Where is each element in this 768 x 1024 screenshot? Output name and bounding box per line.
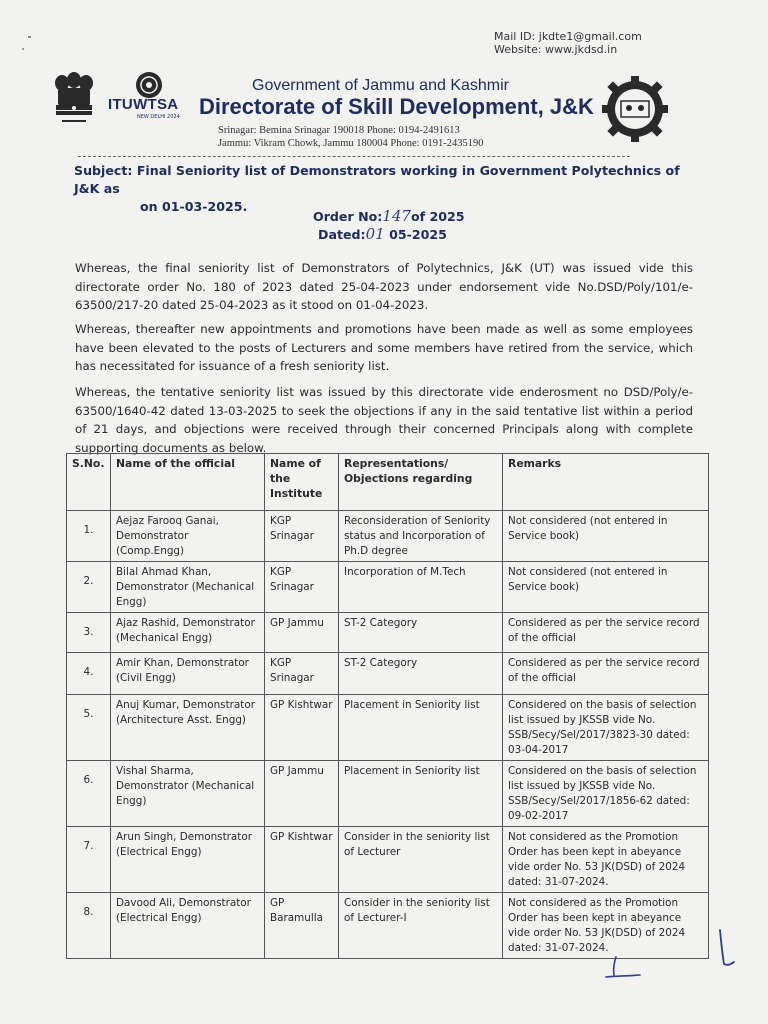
website: Website: www.jkdsd.in: [494, 43, 618, 56]
scan-speck: [22, 48, 24, 50]
cell-remarks: Considered as per the service record of the official: [503, 613, 709, 653]
scan-speck: [28, 36, 31, 38]
cell-sno: 3.: [67, 613, 111, 653]
ituwtsa-label: ITUWTSA: [108, 96, 179, 113]
contact-block: [494, 30, 642, 56]
dated-suffix: 05-2025: [389, 227, 447, 242]
cell-remarks: Not considered as the Promotion Order has been kept in abeyance vide order No. 53 JK(DSD) of 2024 dated: 31-07-2024.: [503, 893, 709, 959]
cell-remarks: Not considered as the Promotion Order has been kept in abeyance vide order No. 53 JK(DSD) of 2024 dated: 31-07-2024.: [503, 827, 709, 893]
order-date: [318, 225, 447, 244]
table-row: [67, 695, 709, 761]
cell-sno: 5.: [67, 695, 111, 761]
cell-institute: GP Kishtwar: [265, 695, 339, 761]
paragraph-1: Whereas, the final seniority list of Demonstrators of Polytechnics, J&K (UT) was issued vide this directorate order No. 180 of 2023 dated 25-04-2023 under endorsement vide No.DSD/Poly/101/e-63500/217-20 dated 25-04-2023 as it stood on 01-04-2023.: [75, 261, 693, 312]
handwritten-initial-mark: [602, 955, 642, 983]
handwritten-tick-mark: [716, 928, 738, 970]
address-srinagar: Srinagar: Bemina Srinagar 190018 Phone: 0194-2491613: [218, 125, 460, 136]
cell-sno: 2.: [67, 562, 111, 613]
cell-official: Aejaz Farooq Ganai, Demonstrator (Comp.Engg): [111, 511, 265, 562]
cell-official: Davood Ali, Demonstrator (Electrical Engg): [111, 893, 265, 959]
cell-sno: 6.: [67, 761, 111, 827]
cell-institute: KGP Srinagar: [265, 653, 339, 695]
cell-remarks: Not considered (not entered in Service book): [503, 511, 709, 562]
header-sno: S.No.: [67, 454, 111, 511]
address-jammu: Jammu: Vikram Chowk, Jammu 180004 Phone: 0191-2435190: [218, 138, 484, 149]
cell-institute: GP Baramulla: [265, 893, 339, 959]
subject-line-2: on 01-03-2025.: [140, 199, 248, 214]
cell-institute: GP Kishtwar: [265, 827, 339, 893]
cell-sno: 4.: [67, 653, 111, 695]
cell-objection: Placement in Seniority list: [339, 695, 503, 761]
table-row: [67, 511, 709, 562]
ituwtsa-sublabel: NEW DELHI 2024: [137, 114, 180, 120]
cell-objection: ST-2 Category: [339, 653, 503, 695]
cell-official: Ajaz Rashid, Demonstrator (Mechanical Engg): [111, 613, 265, 653]
government-title: Government of Jammu and Kashmir: [252, 77, 509, 94]
cell-sno: 8.: [67, 893, 111, 959]
directorate-title: Directorate of Skill Development, J&K: [199, 94, 594, 119]
cell-sno: 1.: [67, 511, 111, 562]
cell-official: Bilal Ahmad Khan, Demonstrator (Mechanical Engg): [111, 562, 265, 613]
cell-objection: Reconsideration of Seniority status and Incorporation of Ph.D degree: [339, 511, 503, 562]
cell-remarks: Considered on the basis of selection list issued by JKSSB vide No. SSB/Secy/Sel/2017/3823-30 dated: 03-04-2017: [503, 695, 709, 761]
table-row: [67, 562, 709, 613]
cell-official: Anuj Kumar, Demonstrator (Architecture Asst. Engg): [111, 695, 265, 761]
cell-official: Arun Singh, Demonstrator (Electrical Engg): [111, 827, 265, 893]
header-divider: [78, 156, 630, 157]
cell-official: Amir Khan, Demonstrator (Civil Engg): [111, 653, 265, 695]
cell-objection: ST-2 Category: [339, 613, 503, 653]
dated-prefix: Dated:: [318, 227, 366, 242]
national-emblem-icon: [44, 68, 104, 126]
cell-sno: 7.: [67, 827, 111, 893]
cell-official: Vishal Sharma, Demonstrator (Mechanical Engg): [111, 761, 265, 827]
paragraph-2: Whereas, thereafter new appointments and promotions have been made as well as some employees have been elevated to the posts of Lecturers and some members have retired from the service, which has necessitated for issuance of a fresh seniority list.: [75, 322, 693, 373]
order-suffix: of 2025: [410, 209, 465, 224]
cell-institute: KGP Srinagar: [265, 562, 339, 613]
objections-table: [66, 453, 709, 959]
gear-emblem-icon: [599, 75, 671, 143]
cell-institute: KGP Srinagar: [265, 511, 339, 562]
cell-objection: Consider in the seniority list of Lecturer: [339, 827, 503, 893]
dated-day-handwritten: 01: [365, 225, 385, 243]
subject-line-1: Subject: Final Seniority list of Demonstrators working in Government Polytechnics of J&K as: [74, 163, 680, 196]
header-official: Name of the official: [111, 454, 265, 511]
mail-id: Mail ID: jkdte1@gmail.com: [494, 30, 642, 43]
table-header-row: [67, 454, 709, 511]
cell-institute: GP Jammu: [265, 613, 339, 653]
cell-remarks: Not considered (not entered in Service book): [503, 562, 709, 613]
cell-institute: GP Jammu: [265, 761, 339, 827]
cell-objection: Incorporation of M.Tech: [339, 562, 503, 613]
order-prefix: Order No:: [313, 209, 383, 224]
table-row: [67, 893, 709, 959]
paragraph-3: Whereas, the tentative seniority list was issued by this directorate vide enderosment no DSD/Poly/e-63500/1640-42 dated 13-03-2025 to seek the objections if any in the said tentative list within a period of 21 days, and objections were received through their concerned Principals along with complete supporting documents as below.: [75, 385, 693, 455]
cell-objection: Consider in the seniority list of Lecturer-I: [339, 893, 503, 959]
address-block: [218, 124, 483, 150]
table-row: [67, 761, 709, 827]
table-row: [67, 653, 709, 695]
cell-objection: Placement in Seniority list: [339, 761, 503, 827]
header-objections: Representations/ Objections regarding: [339, 454, 503, 511]
order-number-handwritten: 147: [382, 207, 411, 225]
cell-remarks: Considered on the basis of selection list issued by JKSSB vide No. SSB/Secy/Sel/2017/1856-62 dated: 09-02-2017: [503, 761, 709, 827]
header-institute: Name of the Institute: [265, 454, 339, 511]
table-row: [67, 827, 709, 893]
header-remarks: Remarks: [503, 454, 709, 511]
order-number: [313, 207, 465, 226]
table-row: [67, 613, 709, 653]
cell-remarks: Considered as per the service record of the official: [503, 653, 709, 695]
